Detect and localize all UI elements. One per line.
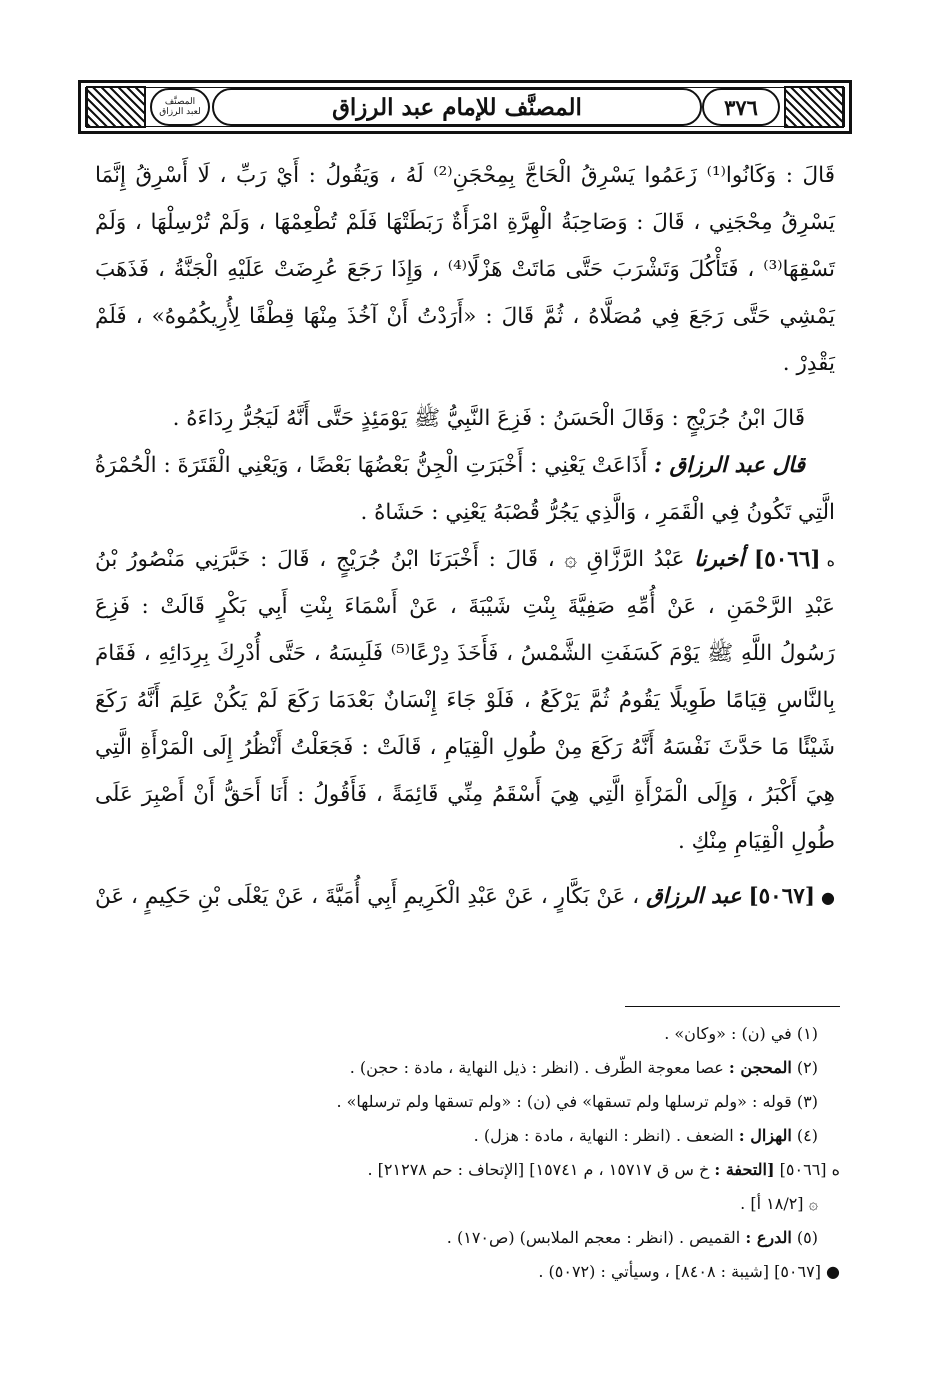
ornament-left-icon: [86, 86, 146, 128]
dot-mark-icon: ●: [821, 888, 835, 907]
text-segment: ، عَنْ بَكَّارٍ ، عَنْ عَبْدِ الْكَرِيمِ أَبِي أُمَيَّةَ ، عَنْ يَعْلَى بْنِ حَكِيمٍ ، عَنْ: [95, 884, 640, 909]
page-number: ٣٧٦: [702, 88, 780, 126]
logo-line-1: المصنَّف: [164, 97, 196, 107]
footnote: ● [٥٠٦٧] [شيبة : ٨٤٠٨] ، وسيأتي : (٥٠٧٢) .: [538, 1262, 840, 1281]
footnotes: [240, 1017, 840, 1289]
text-line: [95, 442, 835, 489]
text-segment: عَبْدُ الرَّزَّاقِ ۞ ، قَالَ : أَخْبَرَنَا ابْنُ جُرَيْجٍ ، قَالَ : خَبَّرَنِي مَنْصُورُ بْنُ: [95, 547, 685, 572]
main-text: [95, 152, 835, 920]
book-logo: [150, 88, 210, 126]
hadith-5067-head: [95, 873, 835, 920]
text-segment: أَذَاعَتْ يَعْنِي : أَخْبَرَتِ الْجِنُّ بَعْضُهَا بَعْضًا ، وَيَعْنِي الْقَتَرَةَ : الْحُمْرَةُ: [94, 453, 648, 478]
footnote: ه [٥٠٦٦] [التحفة : خ س ق ١٥٧١٧ ، م ١٥٧٤١] [الإتحاف : حم ٢١٢٧٨] .: [367, 1160, 840, 1179]
footnote: (٥) الدرع : القميص . (انظر : معجم الملابس) (ص١٧٠) .: [446, 1228, 818, 1247]
hadith-number-5066: [٥٠٦٦]: [754, 547, 821, 572]
footnote: (٤) الهزال : الضعف . (انظر : النهاية ، مادة : هزل) .: [473, 1126, 818, 1145]
text-line: قَالَ ابْنُ جُرَيْجٍ : وَقَالَ الْحَسَنُ : فَزِعَ النَّبِيُّ ﷺ يَوْمَئِذٍ حَتَّى أَنَّهُ لَيَجُرُّ رِدَاءَهُ .: [172, 406, 805, 431]
footnote: (١) في (ن) : «وكان» .: [664, 1024, 818, 1043]
text-line: يَمْشِي حَتَّى رَجَعَ فِي مُصَلَّاهُ ، ثُمَّ قَالَ : «أَرَدْتُ أَنْ آخُذَ مِنْهَا قِطْفًا لِأُرِيكُمُوهُ» ، فَلَمْ: [95, 304, 835, 329]
footnote: (٢) المحجن : عصا معوجة الطّرف . (انظر : ذيل النهاية ، مادة : حجن) .: [349, 1058, 818, 1077]
footnote: ۞ [١٨/٢ أ] .: [740, 1194, 818, 1213]
text-line: عَبْدِ الرَّحْمَنِ ، عَنْ أُمِّهِ صَفِيَّةَ بِنْتِ شَيْبَةَ ، عَنْ أَسْمَاءَ بِنْتِ أَبِي بَكْرٍ قَالَتْ : فَزِعَ: [95, 594, 835, 619]
qal-abdurrazzaq-label: قال عبد الرزاق :: [654, 453, 805, 478]
text-line: قَالَ : وَكَانُوا⁽¹⁾ زَعَمُوا يَسْرِقُ الْحَاجَّ بِمِحْجَنِ⁽²⁾ لَهُ ، وَيَقُولُ : أَيْ رَبِّ ، لَا أَسْرِقُ إِنَّمَا: [95, 163, 835, 188]
hadith-number-5067: [٥٠٦٧]: [748, 884, 816, 909]
hadith-5066-head: [95, 536, 835, 583]
logo-line-2: لعبد الرزاق: [159, 107, 201, 117]
text-line: طُولِ الْقِيَامِ مِنْكِ .: [677, 829, 835, 854]
text-line: شَيْئًا مَا حَدَّثَ نَفْسَهُ أَنَّهُ رَكَعَ مِنْ طُولِ الْقِيَامِ ، قَالَتْ : فَجَعَلْتُ أَنْظُرُ إِلَى الْمَرْأَةِ الَّتِي: [95, 735, 835, 760]
text-line: هِيَ أَكْبَرُ ، وَإِلَى الْمَرْأَةِ الَّتِي هِيَ أَسْقَمُ مِنِّي قَائِمَةً ، فَأَقُولُ : أَنَا أَحَقُّ أَنْ أَصْبِرَ عَلَى: [95, 782, 835, 807]
text-line: بِالنَّاسِ قِيَامًا طَوِيلًا يَقُومُ ثُمَّ يَرْكَعُ ، فَلَوْ جَاءَ إِنْسَانٌ بَعْدَمَا رَكَعَ لَمْ يَكُنْ عَلِمَ أَنَّهُ رَكَعَ: [95, 688, 835, 713]
book-title: المصنَّف للإمام عبد الرزاق: [212, 88, 702, 126]
footnote: (٣) قوله : «ولم ترسلها ولم تسقها» في (ن) : «ولم تسقها ولم ترسلها» .: [336, 1092, 818, 1111]
text-line: الَّتِي تَكُونُ فِي الْقَمَرِ ، وَالَّذِي يَجُرُّ قُصْبَهُ يَعْنِي : حَشَاهُ .: [360, 500, 835, 525]
ornament-right-icon: [784, 86, 844, 128]
footnote-divider: [625, 1006, 840, 1007]
abdurrazzaq-label: عبد الرزاق: [646, 884, 742, 909]
text-line: تَسْقِهَا⁽³⁾ ، فَتَأْكُلَ وَتَشْرَبَ حَتَّى مَاتَتْ هَزْلًا⁽⁴⁾ ، وَإِذَا رَجَعَ عُرِضَتْ عَلَيْهِ الْجَنَّةُ ، فَذَهَبَ: [95, 257, 835, 282]
akhbarana-label: أخبرنا: [694, 547, 745, 572]
text-line: يَقْدِرْ .: [782, 351, 835, 376]
text-line: يَسْرِقُ مِحْجَنِي ، قَالَ : وَصَاحِبَةُ الْهِرَّةِ امْرَأَةٌ رَبَطَتْهَا فَلَمْ تُطْعِمْهَا ، وَلَمْ تُرْسِلْهَا ، وَلَمْ: [95, 210, 835, 235]
text-line: رَسُولُ اللَّهِ ﷺ يَوْمَ كَسَفَتِ الشَّمْسُ ، فَأَخَذَ دِرْعًا⁽⁵⁾ فَلَبِسَهُ ، حَتَّى أُدْرِكَ بِرِدَائِهِ ، فَقَامَ: [95, 641, 836, 666]
circle-mark-icon: ه: [826, 551, 835, 570]
